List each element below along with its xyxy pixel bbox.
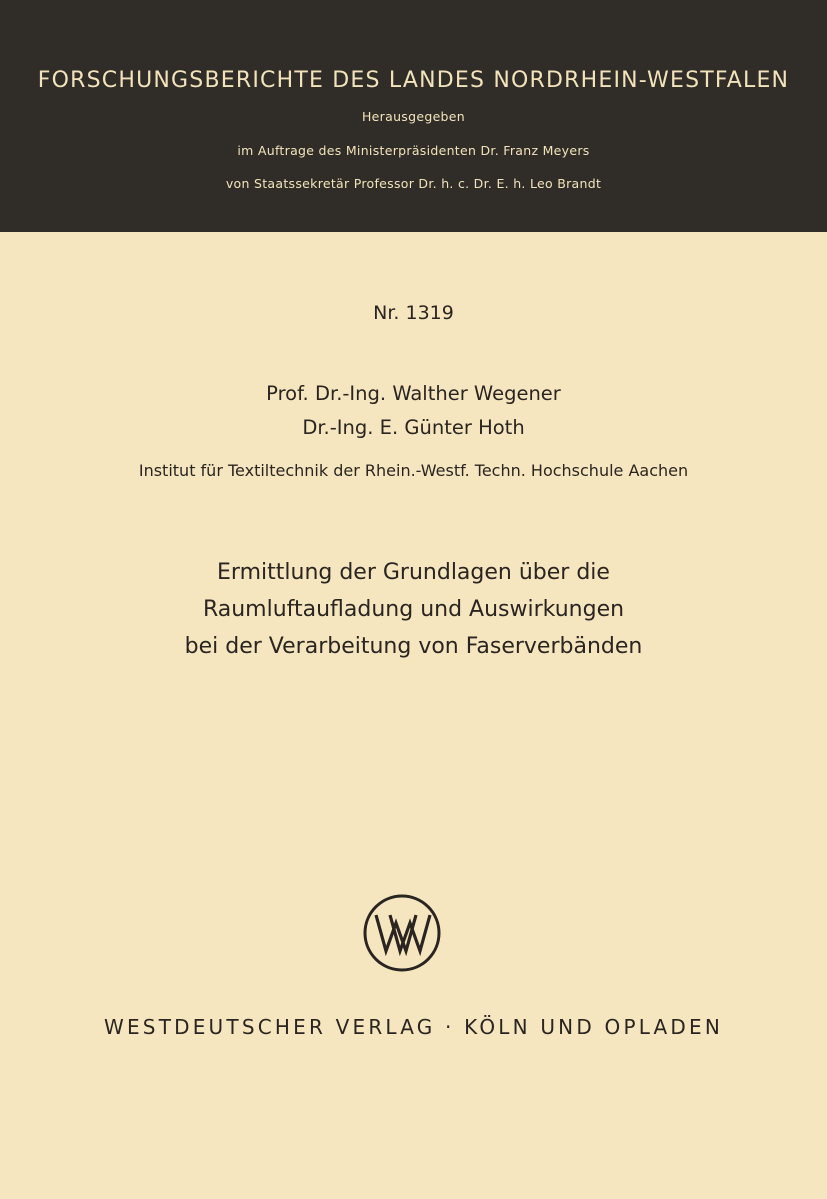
title-line-3: bei der Verarbeitung von Faserverbänden [184, 634, 643, 659]
institute: Institut für Textiltechnik der Rhein.-Westf. Techn. Hochschule Aachen [138, 461, 689, 480]
title-line-1: Ermittlung der Grundlagen über die [217, 560, 610, 585]
title-line-2: Raumluftaufladung und Auswirkungen [202, 597, 625, 622]
editor-line-2: im Auftrage des Ministerpräsidenten Dr. Franz Meyers [237, 143, 590, 158]
editor-line-1: Herausgegeben [361, 109, 466, 124]
series-header [0, 0, 827, 232]
author-2: Dr.-Ing. E. Günter Hoth [302, 416, 525, 439]
author-1: Prof. Dr.-Ing. Walther Wegener [266, 382, 561, 405]
report-number: Nr. 1319 [373, 302, 454, 324]
series-title: FORSCHUNGSBERICHTE DES LANDES NORDRHEIN-WESTFALEN [37, 68, 790, 93]
publisher-imprint: WESTDEUTSCHER VERLAG · KÖLN UND OPLADEN [104, 1015, 723, 1039]
editor-line-3: von Staatssekretär Professor Dr. h. c. Dr. E. h. Leo Brandt [225, 176, 602, 191]
publisher-logo-icon [362, 893, 442, 973]
